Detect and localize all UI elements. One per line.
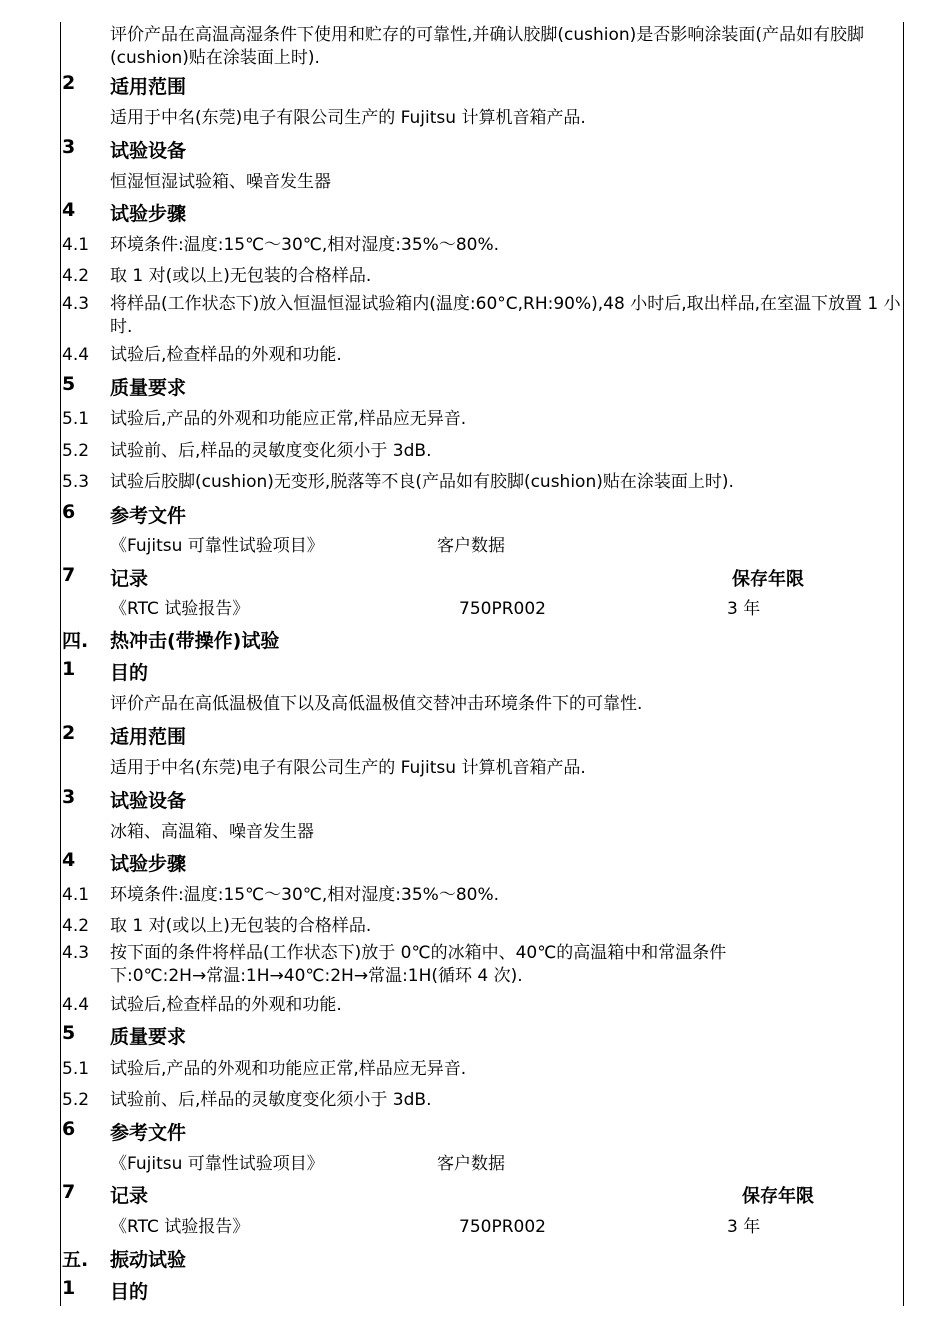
left-border-line <box>60 22 61 1306</box>
right-border-line <box>903 22 904 1306</box>
